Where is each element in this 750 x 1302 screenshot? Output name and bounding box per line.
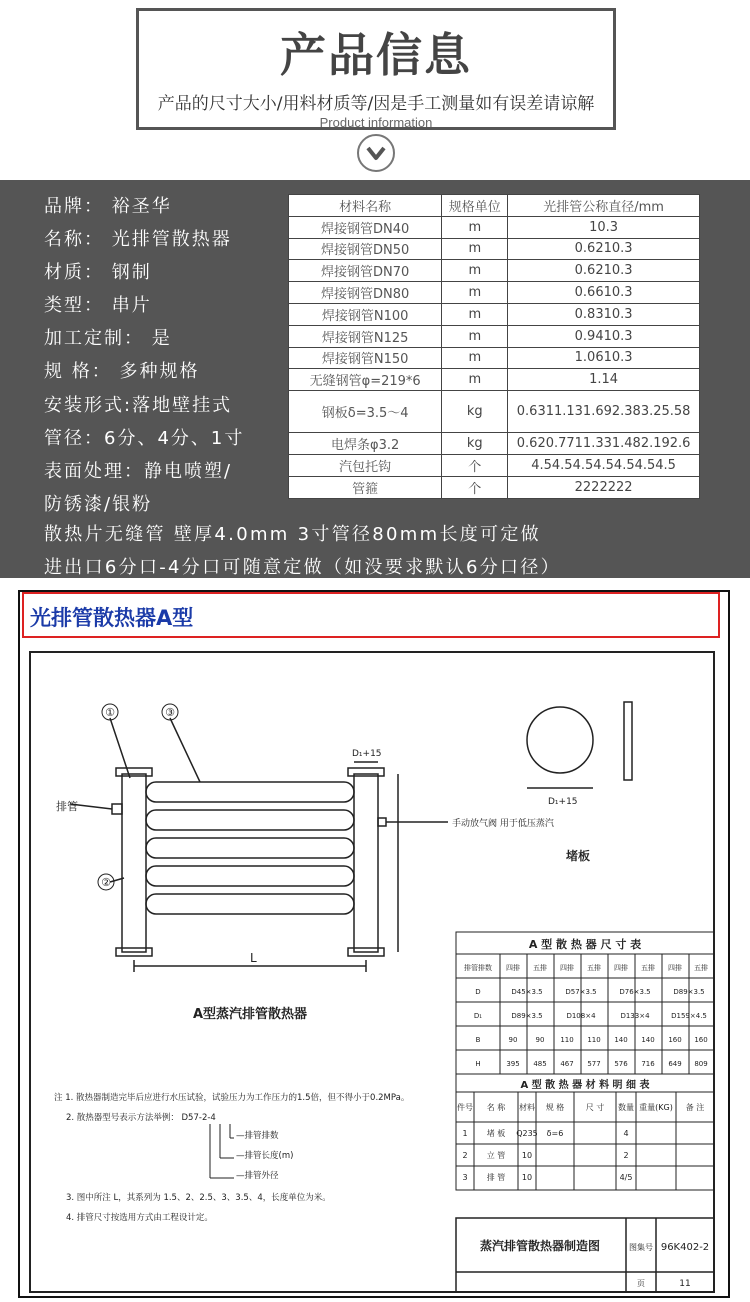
svg-text:Q235: Q235: [516, 1129, 538, 1138]
tube-1: [146, 782, 354, 802]
table-row: 焊接钢管DN80 m 0.6610.3: [289, 282, 700, 304]
table-row: 焊接钢管DN40 m 10.3: [289, 216, 700, 238]
svg-text:名 称: 名 称: [486, 1103, 506, 1112]
svg-text:716: 716: [641, 1060, 655, 1068]
pipe-label: 排管: [56, 800, 78, 813]
svg-text:4/5: 4/5: [619, 1173, 633, 1182]
svg-text:四排: 四排: [506, 964, 520, 972]
svg-text:备 注: 备 注: [685, 1103, 705, 1112]
svg-text:3: 3: [462, 1173, 468, 1182]
svg-text:—排管排数: —排管排数: [236, 1131, 279, 1141]
svg-text:110: 110: [560, 1036, 574, 1044]
page-subtitle-en: Product information: [319, 115, 433, 130]
svg-text:110: 110: [587, 1036, 601, 1044]
svg-text:467: 467: [560, 1060, 574, 1068]
svg-text:10: 10: [521, 1173, 533, 1182]
title-box: [136, 8, 616, 130]
svg-text:2: 2: [462, 1151, 468, 1160]
table-header: 材料名称: [289, 195, 442, 217]
svg-text:D89×3.5: D89×3.5: [511, 1012, 543, 1020]
end-plate-label: 堵板: [565, 849, 591, 863]
svg-text:90: 90: [508, 1036, 518, 1044]
table-row: 汽包托钩 个 4.54.54.54.54.54.54.5: [289, 454, 700, 476]
note-line-2: 进出口6分口-4分口可随意定做（如没要求默认6分口径）: [44, 557, 561, 578]
svg-text:4: 4: [623, 1129, 629, 1138]
svg-text:四排: 四排: [668, 964, 682, 972]
table-header: 光排管公称直径/mm: [508, 195, 700, 217]
atlas-label: 图集号: [629, 1243, 653, 1252]
end-plate: [527, 702, 632, 788]
vent-valve: [378, 818, 386, 826]
svg-text:140: 140: [614, 1036, 628, 1044]
page-number: 11: [679, 1279, 691, 1289]
svg-text:649: 649: [668, 1060, 682, 1068]
tube-5: [146, 894, 354, 914]
title-block-name: 蒸汽排管散热器制造图: [479, 1239, 601, 1253]
svg-text:排 管: 排 管: [486, 1173, 506, 1182]
svg-text:D57×3.5: D57×3.5: [565, 988, 597, 996]
spec-material: 材质： 钢制: [44, 262, 152, 283]
page-subtitle: 产品的尺寸大小/用料材质等/因是手工测量如有误差请谅解: [157, 94, 595, 114]
drawing-svg: [0, 578, 750, 1302]
svg-text:160: 160: [694, 1036, 708, 1044]
svg-text:2: 2: [623, 1151, 629, 1160]
table-row: 钢板δ=3.5～4 kg 0.6311.131.692.383.25.58: [289, 391, 700, 433]
svg-text:重量(KG): 重量(KG): [639, 1103, 673, 1112]
table-row: 焊接钢管N125 m 0.9410.3: [289, 325, 700, 347]
table-header: 规格单位: [442, 195, 508, 217]
table-row: 电焊条φ3.2 kg 0.620.7711.331.482.192.6: [289, 433, 700, 455]
svg-text:D76×3.5: D76×3.5: [619, 988, 651, 996]
fig-caption: A型蒸汽排管散热器: [192, 1007, 308, 1022]
svg-text:四排: 四排: [614, 964, 628, 972]
svg-text:809: 809: [694, 1060, 708, 1068]
svg-text:10: 10: [521, 1151, 533, 1160]
spec-brand: 品牌： 裕圣华: [44, 196, 172, 217]
table-row: 管箍 个 2222222: [289, 476, 700, 498]
mat-table-cells: [457, 1102, 704, 1182]
atlas-number: 96K402-2: [660, 1242, 710, 1253]
spec-install: 安装形式:落地壁挂式: [44, 395, 233, 416]
svg-text:3. 图中所注 L，其系列为 1.5、2、2.5、3、3.5: 3. 图中所注 L，其系列为 1.5、2、2.5、3、3.5、4，长度单位为米。: [66, 1193, 331, 1203]
svg-text:B: B: [475, 1036, 481, 1044]
spec-name: 名称： 光排管散热器: [44, 229, 232, 250]
table-row: 焊接钢管N100 m 0.8310.3: [289, 303, 700, 325]
table-row: 焊接钢管N150 m 1.0610.3: [289, 347, 700, 369]
svg-text:堵 板: 堵 板: [486, 1129, 506, 1138]
svg-text:D: D: [475, 988, 481, 996]
svg-text:尺 寸: 尺 寸: [585, 1103, 605, 1112]
radiator-drawing: [70, 718, 448, 972]
note-line-1: 散热片无缝管 壁厚4.0mm 3寸管径80mm长度可定做: [44, 524, 541, 545]
spec-surface: 表面处理：静电喷塑/: [44, 461, 233, 482]
svg-text:D45×3.5: D45×3.5: [511, 988, 543, 996]
spec-type: 类型： 串片: [44, 295, 152, 316]
svg-text:2. 散热器型号表示方法举例： D57-2-4: 2. 散热器型号表示方法举例： D57-2-4: [66, 1113, 216, 1123]
table-row: 无缝钢管φ=219*6 m 1.14: [289, 369, 700, 391]
svg-text:件号: 件号: [457, 1103, 473, 1112]
svg-text:数量: 数量: [618, 1103, 634, 1112]
spec-custom: 加工定制： 是: [44, 328, 172, 349]
svg-text:四排: 四排: [560, 964, 574, 972]
header: [0, 0, 750, 180]
vent-callout: 手动放气阀 用于低压蒸汽: [452, 819, 554, 829]
tag-1: ①: [105, 706, 115, 719]
svg-text:D133×4: D133×4: [620, 1012, 650, 1020]
length-label: L: [250, 951, 257, 965]
drawing-title: 光排管散热器A型: [30, 606, 194, 630]
note-leaders: [210, 1124, 234, 1178]
material-table: [288, 194, 700, 499]
svg-text:—排管外径: —排管外径: [236, 1171, 279, 1181]
svg-text:4. 排管尺寸按选用方式由工程设计定。: 4. 排管尺寸按选用方式由工程设计定。: [66, 1213, 213, 1223]
svg-text:注 1. 散热器制造完毕后应进行水压试验，试验压力为工作压力: 注 1. 散热器制造完毕后应进行水压试验，试验压力为工作压力的1.5倍，但不得小于0.2MPa。: [54, 1093, 410, 1103]
chevron-down-icon: [357, 134, 395, 172]
tag-3: ③: [165, 706, 175, 719]
svg-text:排管排数: 排管排数: [464, 964, 492, 972]
mat-table-title: A 型 散 热 器 材 料 明 细 表: [520, 1080, 650, 1091]
tube-4: [146, 866, 354, 886]
tube-3: [146, 838, 354, 858]
svg-text:五排: 五排: [694, 964, 708, 972]
svg-text:D89×3.5: D89×3.5: [673, 988, 705, 996]
end-plate-d1: D₁+15: [548, 797, 578, 807]
svg-text:材料: 材料: [519, 1103, 535, 1112]
svg-text:D₁: D₁: [473, 1012, 483, 1020]
svg-text:576: 576: [614, 1060, 628, 1068]
spec-surface-cont: 防锈漆/银粉: [44, 494, 153, 515]
table-header-row: [289, 195, 700, 217]
svg-text:—排管长度(m): —排管长度(m): [236, 1151, 294, 1161]
svg-text:五排: 五排: [641, 964, 655, 972]
tube-2: [146, 810, 354, 830]
left-header: [122, 774, 146, 952]
table-row: 焊接钢管DN70 m 0.6210.3: [289, 260, 700, 282]
svg-text:1: 1: [462, 1129, 468, 1138]
svg-text:90: 90: [535, 1036, 545, 1044]
size-table: [456, 932, 714, 1074]
svg-text:140: 140: [641, 1036, 655, 1044]
size-table-cells: [464, 963, 708, 1068]
svg-text:485: 485: [533, 1060, 547, 1068]
svg-text:规 格: 规 格: [545, 1103, 565, 1112]
page-label: 页: [637, 1279, 645, 1288]
page-title: 产品信息: [280, 28, 472, 82]
svg-text:δ=6: δ=6: [546, 1129, 564, 1138]
spec-diameter: 管径：6分、4分、1寸: [44, 428, 245, 449]
size-table-title: A 型 散 热 器 尺 寸 表: [528, 938, 642, 951]
svg-text:395: 395: [506, 1060, 520, 1068]
svg-text:立 管: 立 管: [486, 1151, 506, 1160]
steam-port: [112, 804, 122, 814]
svg-text:D108×4: D108×4: [566, 1012, 596, 1020]
d1-label: D₁+15: [352, 749, 382, 759]
spec-size: 规 格： 多种规格: [44, 361, 200, 382]
technical-drawing: [0, 578, 750, 1302]
svg-text:五排: 五排: [587, 964, 601, 972]
svg-text:五排: 五排: [533, 964, 547, 972]
tag-2: ②: [101, 876, 111, 889]
table-row: 焊接钢管DN50 m 0.6210.3: [289, 238, 700, 260]
svg-text:D159×4.5: D159×4.5: [671, 1012, 707, 1020]
title-block: [456, 1218, 714, 1292]
right-header: [354, 774, 378, 952]
svg-text:577: 577: [587, 1060, 601, 1068]
svg-text:160: 160: [668, 1036, 682, 1044]
svg-text:H: H: [475, 1060, 481, 1068]
